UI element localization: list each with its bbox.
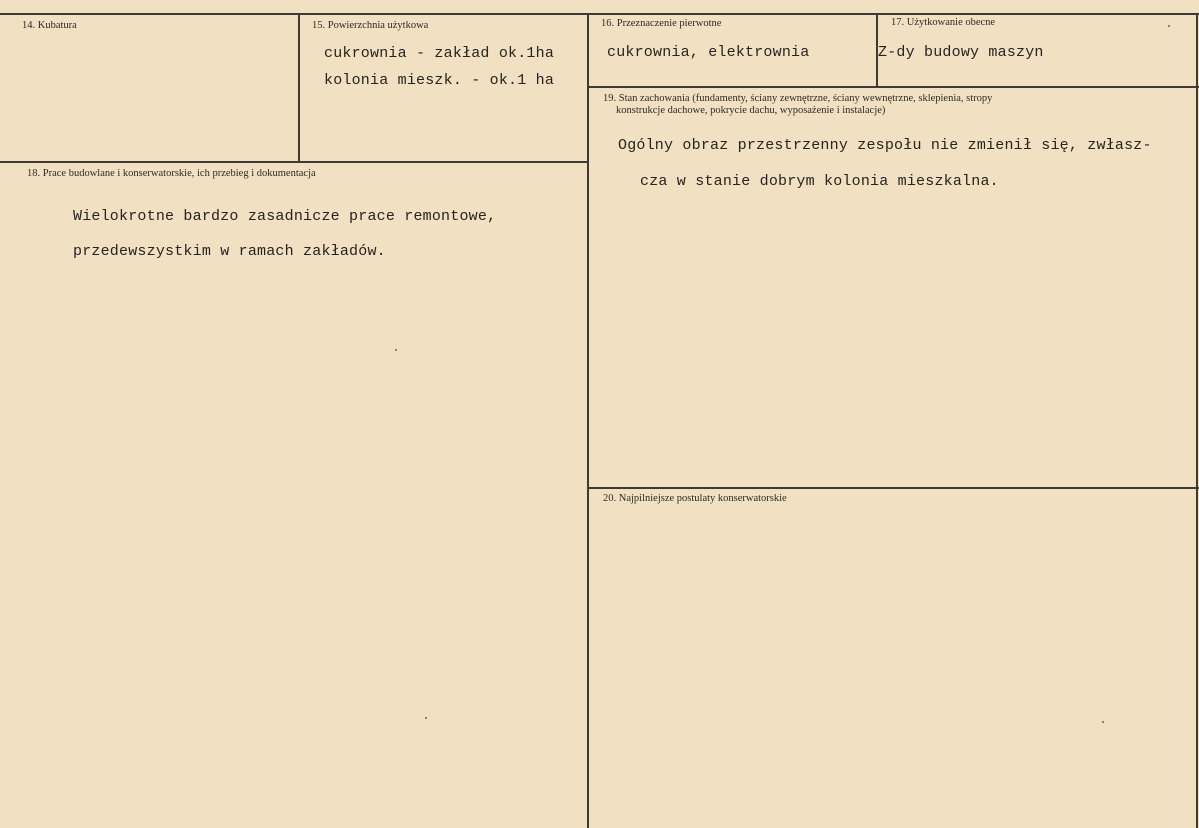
- rule-above-19: [588, 86, 1199, 88]
- field-18-value-line-1: Wielokrotne bardzo zasadnicze prace remontowe,: [73, 208, 497, 225]
- field-15-value-line-1: cukrownia - zakład ok.1ha: [324, 45, 555, 62]
- paper-speck: [1102, 721, 1104, 723]
- right-rule: [1196, 13, 1198, 828]
- paper-speck: [425, 717, 427, 719]
- field-19-label-line-1: 19. Stan zachowania (fundamenty, ściany zewnętrzne, ściany wewnętrzne, sklepienia, stropy: [603, 93, 993, 104]
- field-17-value: Z-dy budowy maszyn: [878, 44, 1044, 61]
- field-18-label: 18. Prace budowlane i konserwatorskie, ich przebieg i dokumentacja: [27, 168, 316, 179]
- rule-above-18: [0, 161, 588, 163]
- field-19-value-line-2: cza w stanie dobrym kolonia mieszkalna.: [640, 173, 999, 190]
- field-14-label: 14. Kubatura: [22, 20, 77, 31]
- field-15-value-line-2: kolonia mieszk. - ok.1 ha: [324, 72, 555, 89]
- field-15-label: 15. Powierzchnia użytkowa: [312, 20, 429, 31]
- field-20-label: 20. Najpilniejsze postulaty konserwatorskie: [603, 493, 787, 504]
- field-19-label-line-2: konstrukcje dachowe, pokrycie dachu, wyposażenie i instalacje): [616, 105, 886, 116]
- field-16-label: 16. Przeznaczenie pierwotne: [601, 18, 722, 29]
- divider-14-15: [298, 13, 300, 161]
- paper-speck: [1168, 25, 1170, 27]
- field-18-value-line-2: przedewszystkim w ramach zakładów.: [73, 243, 386, 260]
- divider-left-right: [587, 13, 589, 828]
- paper-speck: [395, 349, 397, 351]
- field-19-value-line-1: Ogólny obraz przestrzenny zespołu nie zmienił się, zwłasz-: [618, 137, 1152, 154]
- field-16-value: cukrownia, elektrownia: [607, 44, 810, 61]
- field-17-label: 17. Użytkowanie obecne: [891, 17, 996, 28]
- rule-above-20: [588, 487, 1199, 489]
- top-rule: [0, 13, 1199, 15]
